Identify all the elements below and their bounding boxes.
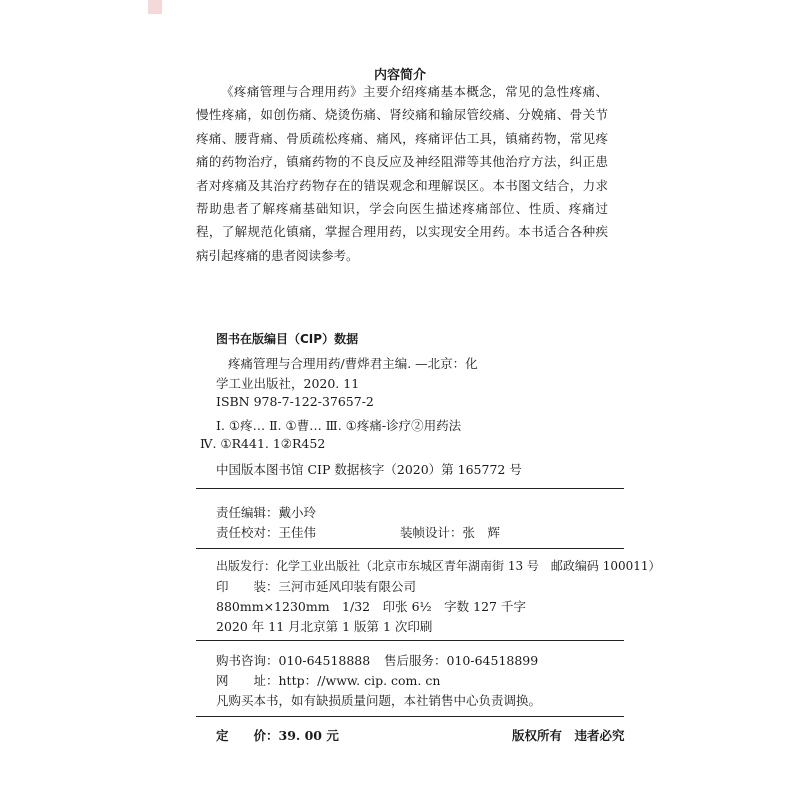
corner-stamp — [148, 0, 162, 14]
service-phone: 售后服务：010-64518899 — [384, 653, 539, 668]
divider — [196, 640, 624, 641]
price: 定 价：39. 00 元 — [216, 728, 339, 743]
cip-core-number: 中国版本图书馆 CIP 数据核字（2020）第 165772 号 — [216, 462, 522, 477]
printer-info: 印 装：三河市延风印装有限公司 — [216, 579, 417, 594]
exchange-notice: 凡购买本书，如有缺损质量问题，本社销售中心负责调换。 — [216, 693, 542, 708]
divider — [196, 716, 624, 717]
cover-designer: 装帧设计：张 辉 — [400, 525, 501, 540]
purchase-phone: 购书咨询：010-64518888 — [216, 653, 371, 668]
section-title: 内容简介 — [373, 68, 426, 83]
cip-classification-2: Ⅳ. ①R441. 1②R452 — [200, 436, 326, 451]
edition-info: 2020 年 11 月北京第 1 版第 1 次印刷 — [216, 619, 433, 634]
cip-isbn: ISBN 978-7-122-37657-2 — [216, 394, 374, 409]
copyright-notice: 版权所有 违者必究 — [512, 728, 625, 743]
responsible-proofreader: 责任校对：王佳伟 — [216, 525, 317, 540]
cip-line-1: 疼痛管理与合理用药/曹烨君主编. —北京：化 — [228, 356, 478, 371]
publisher-info: 出版发行：化学工业出版社（北京市东城区青年湖南街 13 号 邮政编码 100011） — [216, 559, 661, 573]
divider — [196, 488, 624, 489]
cip-classification-1: Ⅰ. ①疼… Ⅱ. ①曹… Ⅲ. ①疼痛-诊疗②用药法 — [216, 418, 462, 433]
website: 网 址：http：//www. cip. com. cn — [216, 673, 441, 688]
divider — [196, 548, 624, 549]
format-info: 880mm×1230mm 1/32 印张 6½ 字数 127 千字 — [216, 599, 526, 614]
abstract-paragraph: 《疼痛管理与合理用药》主要介绍疼痛基本概念，常见的急性疼痛、慢性疼痛，如创伤痛、烧烫伤痛、肾绞痛和输尿管绞痛、分娩痛、骨关节疼痛、腰背痛、骨质疏松疼痛、痛风，疼痛评估工具，镇痛药物，常见疼痛的药物治疗，镇痛药物的不良反应及神经阻滞等其他治疗方法，纠正患者对疼痛及其治疗药物存在的错误观念和理解误区。本书图文结合，力求帮助患者了解疼痛基础知识，学会向医生描述疼痛部位、性质、疼痛过程，了解规范化镇痛，掌握合理用药，以实现安全用药。本书适合各种疾病引起疼痛的患者阅读参考。 — [196, 84, 608, 263]
cip-line-2: 学工业出版社，2020. 11 — [216, 376, 360, 391]
responsible-editor: 责任编辑：戴小玲 — [216, 505, 317, 520]
cip-heading: 图书在版编目（CIP）数据 — [216, 332, 359, 346]
